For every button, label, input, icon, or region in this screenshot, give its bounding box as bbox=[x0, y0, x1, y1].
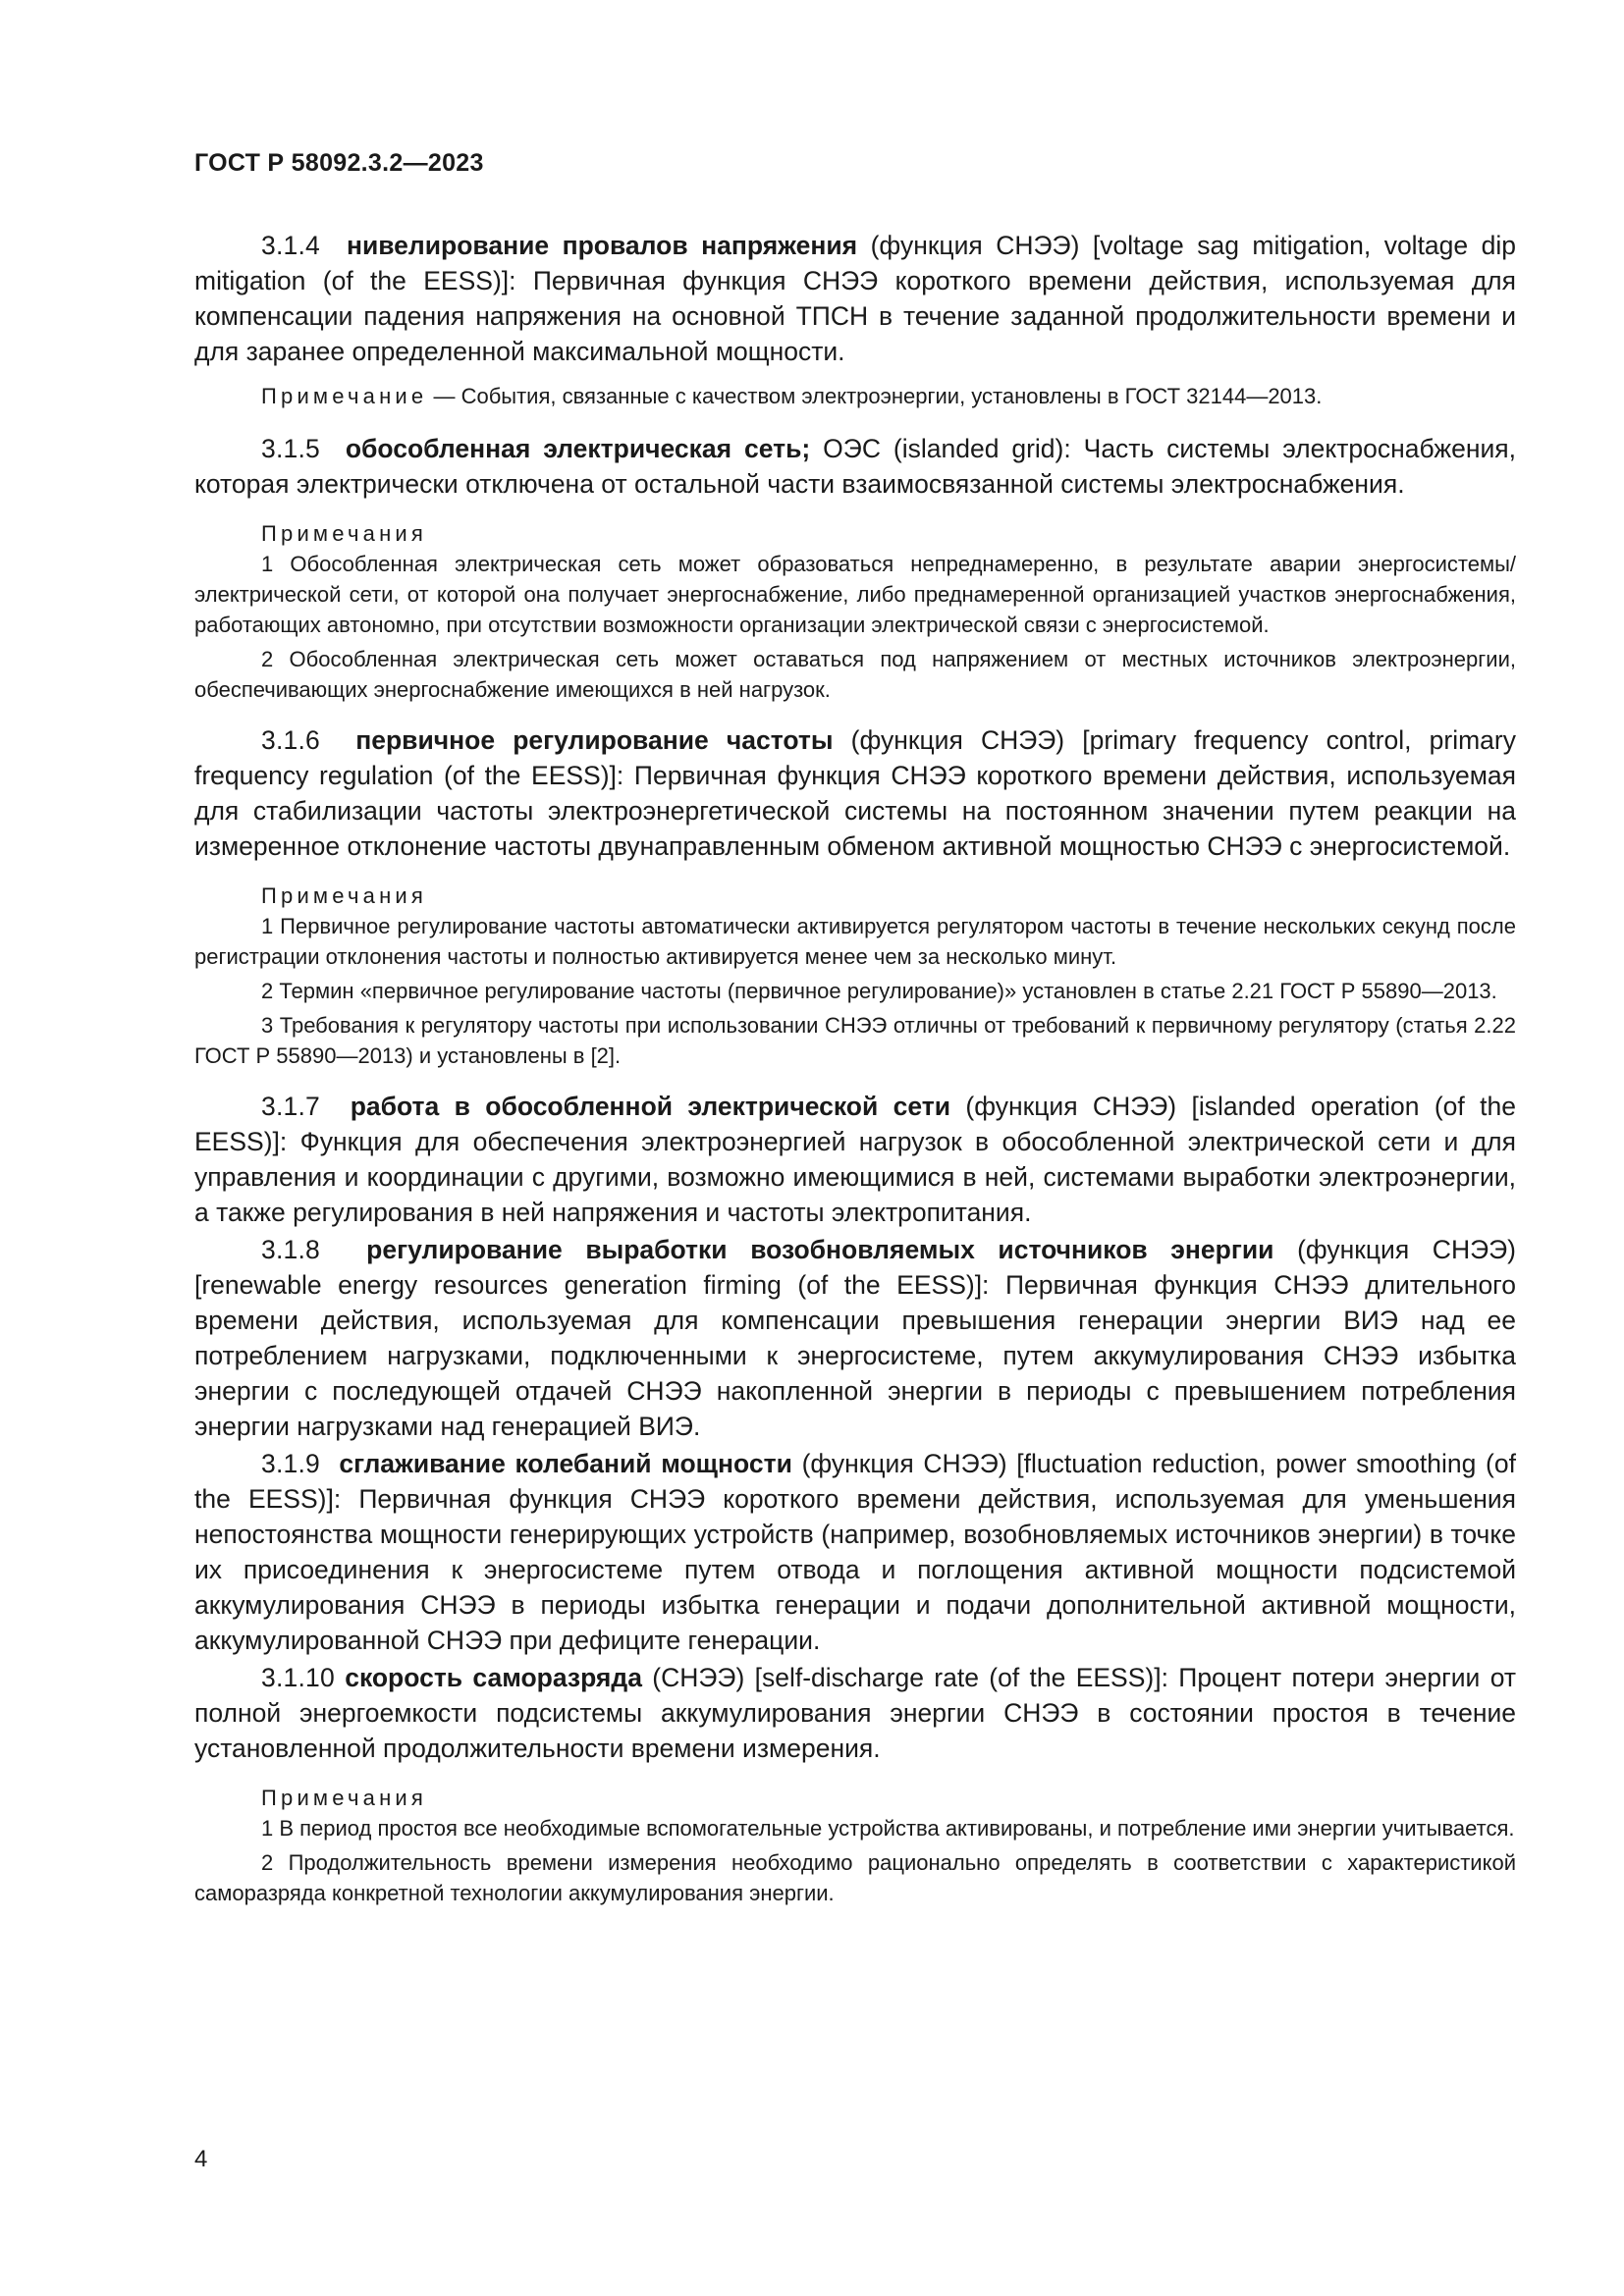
note-text: — События, связанные с качеством электроэнергии, установлены в ГОСТ 32144—2013. bbox=[427, 384, 1323, 408]
term-title: регулирование выработки возобновляемых источников энергии bbox=[366, 1235, 1274, 1264]
document-header: ГОСТ Р 58092.3.2—2023 bbox=[194, 149, 484, 177]
document-body bbox=[194, 228, 1516, 1926]
note-3-1-4 bbox=[194, 381, 1516, 411]
term-title: скорость саморазряда bbox=[345, 1663, 642, 1692]
notes-3-1-10 bbox=[194, 1784, 1516, 1908]
term-number: 3.1.8 bbox=[261, 1235, 320, 1264]
note-item: 1 Первичное регулирование частоты автоматически активируется регулятором частоты в течение нескольких секунд после регистрации отклонения частоты и полностью активируется менее чем за несколько минут. bbox=[194, 914, 1516, 969]
term-number: 3.1.5 bbox=[261, 434, 320, 463]
term-number: 3.1.10 bbox=[261, 1663, 335, 1692]
notes-3-1-5 bbox=[194, 519, 1516, 705]
term-number: 3.1.7 bbox=[261, 1092, 320, 1121]
term-3-1-5 bbox=[194, 431, 1516, 502]
page-number: 4 bbox=[194, 2146, 208, 2172]
term-definition: (функция СНЭЭ) [renewable energy resources generation firming (of the EESS)]: Первичная функция СНЭЭ длительного времени действия, используемая для компенсации превышения генерации энергии ВИЭ над ее потреблением нагрузками, подключенными к энергосистеме, путем аккумулирования СНЭЭ избытка энергии с последующей отдачей СНЭЭ накопленной энергии в периоды с превышением потребления энергии нагрузками над генерацией ВИЭ. bbox=[194, 1235, 1516, 1441]
term-number: 3.1.6 bbox=[261, 725, 320, 755]
term-title: обособленная электрическая сеть; bbox=[345, 434, 811, 463]
notes-heading: Примечания bbox=[261, 521, 428, 546]
note-item: 1 В период простоя все необходимые вспомогательные устройства активированы, и потребление ими энергии учитывается. bbox=[261, 1816, 1515, 1841]
notes-3-1-6 bbox=[194, 881, 1516, 1071]
note-item: 2 Обособленная электрическая сеть может оставаться под напряжением от местных источников электроэнергии, обеспечивающих энергоснабжение имеющихся в ней нагрузок. bbox=[194, 647, 1516, 702]
term-definition: (функция СНЭЭ) [islanded operation (of the EESS)]: Функция для обеспечения электроэнергией нагрузок в обособленной электрической сети и для управления и координации с другими, возможно имеющимися в ней, системами выработки электроэнергии, а также регулирования в ней напряжения и частоты электропитания. bbox=[194, 1092, 1516, 1227]
term-title: работа в обособленной электрической сети bbox=[350, 1092, 951, 1121]
term-definition: (функция СНЭЭ) [voltage sag mitigation, voltage dip mitigation (of the EESS)]: Первичная функция СНЭЭ короткого времени действия, используемая для компенсации падения напряжения на основной ТПСН в течение заданной продолжительности времени и для заранее определенной максимальной мощности. bbox=[194, 231, 1516, 366]
term-number: 3.1.9 bbox=[261, 1449, 320, 1478]
notes-heading: Примечания bbox=[261, 883, 428, 908]
term-number: 3.1.4 bbox=[261, 231, 320, 260]
term-title: первичное регулирование частоты bbox=[355, 725, 834, 755]
term-definition: (функция СНЭЭ) [fluctuation reduction, power smoothing (of the EESS)]: Первичная функция СНЭЭ короткого времени действия, используемая для уменьшения непостоянства мощности генерирующих устройств (например, возобновляемых источников энергии) в точке их присоединения к энергосистеме путем отвода и поглощения активной мощности подсистемой аккумулирования СНЭЭ в периоды избытка генерации и подачи дополнительной активной мощности, аккумулированной СНЭЭ при дефиците генерации. bbox=[194, 1449, 1516, 1655]
notes-heading: Примечания bbox=[261, 1786, 428, 1810]
term-3-1-10 bbox=[194, 1660, 1516, 1766]
term-3-1-4 bbox=[194, 228, 1516, 369]
term-3-1-8 bbox=[194, 1232, 1516, 1444]
term-3-1-9 bbox=[194, 1446, 1516, 1658]
term-3-1-7 bbox=[194, 1089, 1516, 1230]
term-3-1-6 bbox=[194, 722, 1516, 864]
term-definition: (функция СНЭЭ) [primary frequency control, primary frequency regulation (of the EESS)]: Первичная функция СНЭЭ короткого времени действия, используемая для стабилизации частоты электроэнергетической системы на постоянном значении путем реакции на измеренное отклонение частоты двунаправленным обменом активной мощностью СНЭЭ с энергосистемой. bbox=[194, 725, 1516, 861]
term-title: сглаживание колебаний мощности bbox=[339, 1449, 792, 1478]
note-item: 2 Продолжительность времени измерения необходимо рационально определять в соответствии с характеристикой саморазряда конкретной технологии аккумулирования энергии. bbox=[194, 1850, 1516, 1905]
note-item: 2 Термин «первичное регулирование частоты (первичное регулирование)» установлен в статье 2.21 ГОСТ Р 55890—2013. bbox=[261, 979, 1497, 1003]
note-item: 1 Обособленная электрическая сеть может образоваться непреднамеренно, в результате аварии энергосистемы/электрической сети, от которой она получает энергоснабжение, либо преднамеренной организацией участков энергоснабжения, работающих автономно, при отсутствии возможности организации электрической связи с энергосистемой. bbox=[194, 552, 1516, 637]
term-title: нивелирование провалов напряжения bbox=[346, 231, 858, 260]
note-label: Примечание bbox=[261, 384, 428, 408]
note-item: 3 Требования к регулятору частоты при использовании СНЭЭ отличны от требований к первичному регулятору (статья 2.22 ГОСТ Р 55890—2013) и установлены в [2]. bbox=[194, 1013, 1516, 1068]
term-definition: ОЭС (islanded grid): Часть системы электроснабжения, которая электрически отключена от остальной части взаимосвязанной системы электроснабжения. bbox=[194, 434, 1517, 499]
term-definition: (СНЭЭ) [self-discharge rate (of the EESS)]: Процент потери энергии от полной энергоемкости подсистемы аккумулирования энергии СНЭЭ в состоянии простоя в течение установленной продолжительности времени измерения. bbox=[194, 1663, 1516, 1763]
